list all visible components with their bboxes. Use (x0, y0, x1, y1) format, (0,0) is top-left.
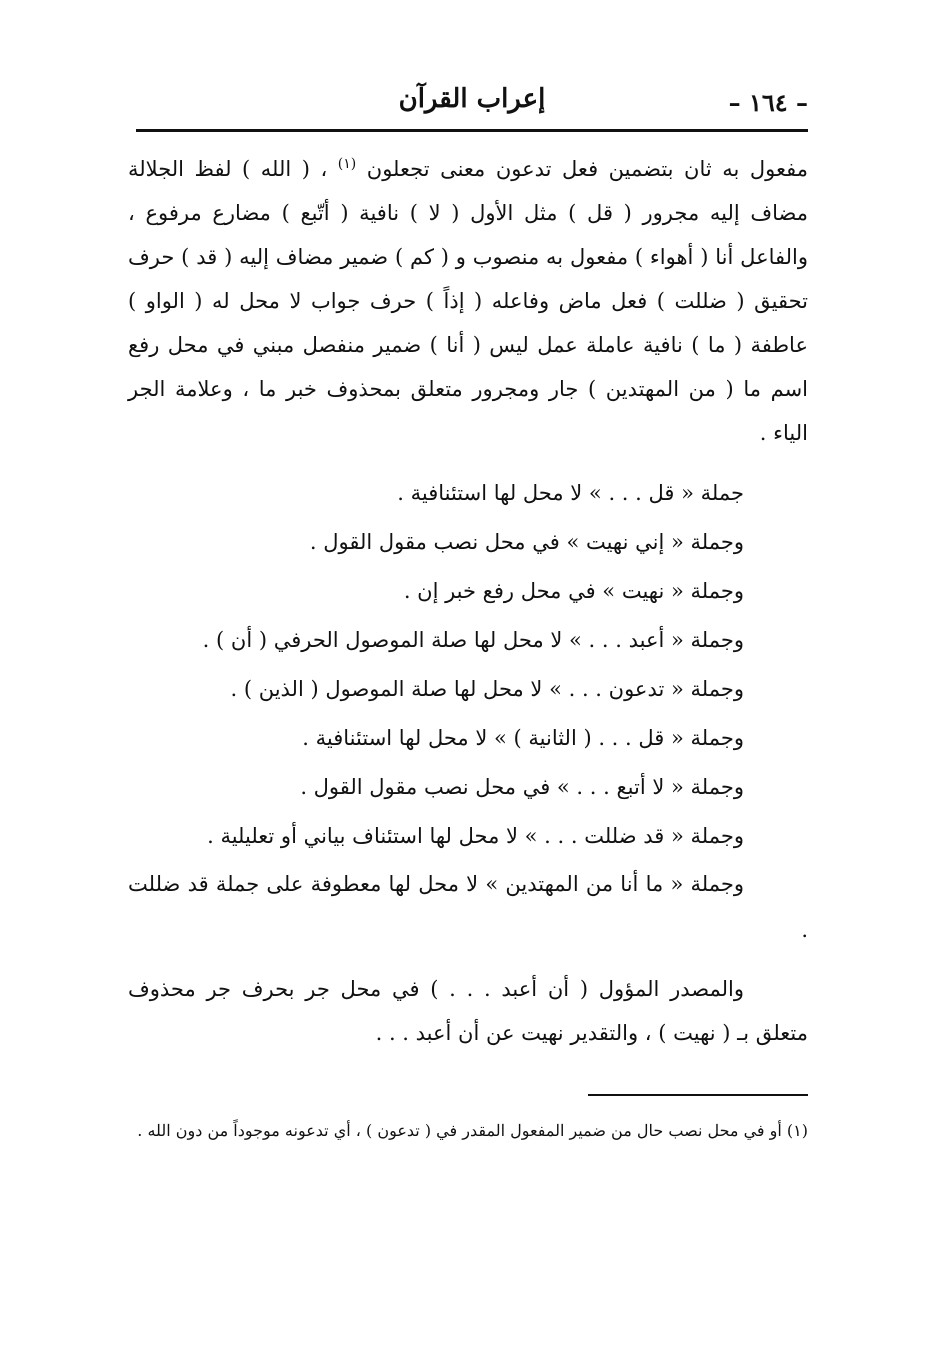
running-title: إعراب القرآن (398, 84, 546, 114)
list-item: وجملة « نهيت » في محل رفع خبر إن . (403, 579, 744, 603)
list-item: وجملة « إني نهيت » في محل نصب مقول القول . (309, 530, 744, 554)
sentence-list (128, 469, 808, 953)
footnote (120, 1114, 808, 1147)
intro-paragraph (128, 147, 808, 455)
body-text (128, 147, 808, 1055)
list-item: وجملة « لا أتبع . . . » في محل نصب مقول القول . (300, 775, 744, 799)
page-number: – ١٦٤ – (728, 88, 808, 117)
header-rule (136, 129, 808, 132)
list-item: وجملة « قل . . . ( الثانية ) » لا محل لها استئنافية . (302, 726, 744, 750)
list-item: وجملة « قد ضللت . . . » لا محل لها استئناف بياني أو تعليلية . (207, 824, 744, 848)
masdar-paragraph: والمصدر المؤول ( أن أعبد . . . ) في محل جر بحرف جر محذوف متعلق بـ ( نهيت ) ، والتقدير نهيت عن أن أعبد . . . (128, 977, 808, 1045)
list-item: وجملة « أعبد . . . » لا محل لها صلة الموصول الحرفي ( أن ) . (202, 628, 744, 652)
intro-text-after-ref: ، ( الله ) لفظ الجلالة مضاف إليه مجرور ( قل ) مثل الأول ( لا ) نافية ( أتّبع ) مضارع مرفوع ، والفاعل أنا ( أهواء ) مفعول به منصوب و ( كم ) ضمير مضاف إليه ( قد ) حرف تحقيق ( ضللت ) فعل ماض وفاعله ( إذاً ) حرف جواب لا محل له ( الواو ) عاطفة ( ما ) نافية عاملة عمل ليس ( أنا ) ضمير منفصل مبني في محل رفع اسم ما ( من المهتدين ) جار ومجرور متعلق بمحذوف خبر ما ، وعلامة الجر الياء . (128, 157, 808, 445)
list-item: وجملة « ما أنا من المهتدين » لا محل لها معطوفة على جملة قد ضللت . (128, 872, 808, 942)
footnote-rule (588, 1094, 808, 1096)
list-item: جملة « قل . . . » لا محل لها استئنافية . (397, 481, 744, 505)
footnote-reference: (١) (337, 156, 357, 172)
intro-text-before-ref: مفعول به ثان بتضمين فعل تدعون معنى تجعلون (366, 157, 808, 181)
list-item: وجملة « تدعون . . . » لا محل لها صلة الموصول ( الذين ) . (230, 677, 744, 701)
page-header (136, 84, 808, 124)
footnote-text: (١) أو في محل نصب حال من ضمير المفعول المقدر في ( تدعون ) ، أي تدعونه موجوداً من دون الله . (137, 1121, 808, 1140)
